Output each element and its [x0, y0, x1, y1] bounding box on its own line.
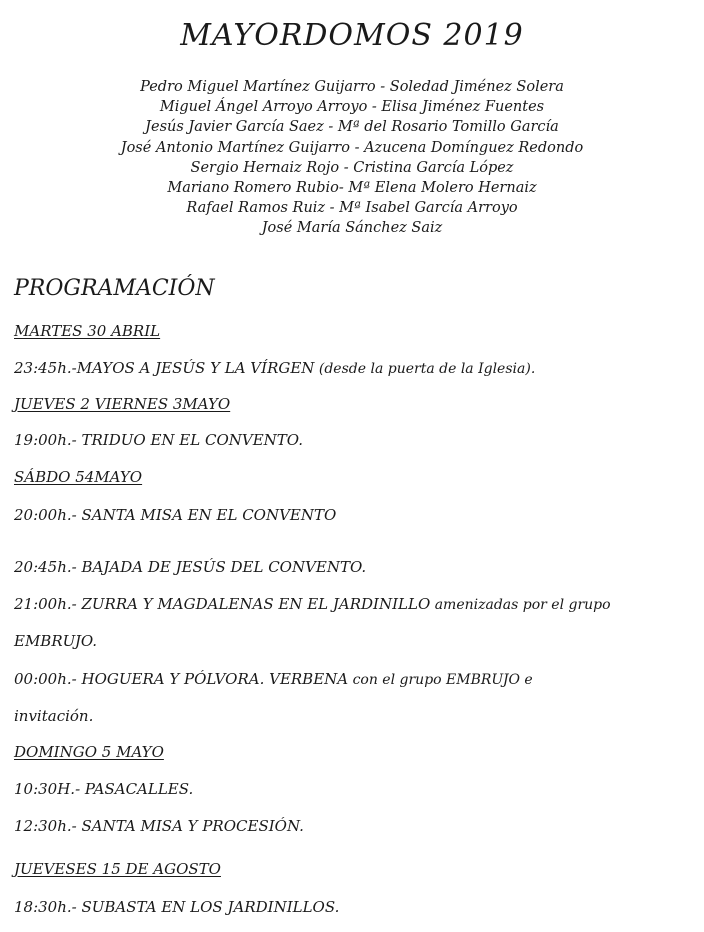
event-title: 19:00h.- TRIDUO EN EL CONVENTO.	[14, 431, 303, 449]
mayordomos-line: Sergio Hernaiz Rojo - Cristina García López	[190, 159, 514, 176]
event-note: con el grupo EMBRUJO e	[348, 672, 533, 688]
schedule-event	[14, 357, 535, 380]
schedule-event	[14, 815, 304, 837]
page-title: MAYORDOMOS 2019	[180, 18, 524, 53]
schedule-event	[14, 429, 303, 451]
event-title: 12:30h.- SANTA MISA Y PROCESIÓN.	[14, 817, 304, 835]
event-note: (desde la puerta de la Iglesia).	[314, 361, 536, 377]
schedule-date: SÁBDO 54MAYO	[14, 468, 143, 486]
mayordomos-line: Miguel Ángel Arroyo Arroyo - Elisa Jiménez Fuentes	[159, 99, 545, 116]
event-title: 18:30h.- SUBASTA EN LOS JARDINILLOS.	[14, 898, 340, 916]
schedule-event-continuation: EMBRUJO.	[14, 632, 98, 650]
mayordomos-line: José María Sánchez Saiz	[261, 220, 443, 237]
mayordomos-line: Jesús Javier García Saez - Mª del Rosario Tomillo García	[145, 119, 559, 136]
event-title: 21:00h.- ZURRA Y MAGDALENAS EN EL JARDINILLO	[14, 595, 431, 613]
schedule-date: DOMINGO 5 MAYO	[14, 743, 164, 761]
event-title: 20:45h.- BAJADA DE JESÚS DEL CONVENTO.	[14, 558, 367, 576]
mayordomos-line: Pedro Miguel Martínez Guijarro - Soledad Jiménez Solera	[140, 79, 564, 95]
schedule-event	[14, 593, 611, 616]
mayordomos-list	[0, 77, 704, 239]
schedule-event	[14, 556, 366, 578]
schedule-event-continuation: invitación.	[14, 707, 94, 725]
schedule-date: MARTES 30 ABRIL	[14, 322, 161, 340]
event-title: 10:30H.- PASACALLES.	[14, 780, 194, 798]
schedule-event	[14, 668, 533, 691]
schedule-date: JUEVESES 15 DE AGOSTO	[14, 860, 221, 878]
event-title: 00:00h.- HOGUERA Y PÓLVORA. VERBENA	[14, 670, 349, 688]
programacion-heading: PROGRAMACIÓN	[14, 276, 215, 301]
schedule-event	[14, 778, 193, 800]
mayordomos-line: Rafael Ramos Ruiz - Mª Isabel García Arroyo	[186, 200, 518, 217]
event-title: 20:00h.- SANTA MISA EN EL CONVENTO	[14, 506, 337, 524]
schedule-date: JUEVES 2 VIERNES 3MAYO	[14, 395, 231, 413]
mayordomos-line: Mariano Romero Rubio- Mª Elena Molero Hernaiz	[167, 180, 537, 197]
schedule-event	[14, 896, 339, 918]
schedule-event	[14, 504, 336, 526]
event-title: 23:45h.-MAYOS A JESÚS Y LA VÍRGEN	[14, 359, 315, 377]
event-note: amenizadas por el grupo	[430, 597, 611, 613]
mayordomos-line: José Antonio Martínez Guijarro - Azucena Domínguez Redondo	[120, 139, 584, 156]
